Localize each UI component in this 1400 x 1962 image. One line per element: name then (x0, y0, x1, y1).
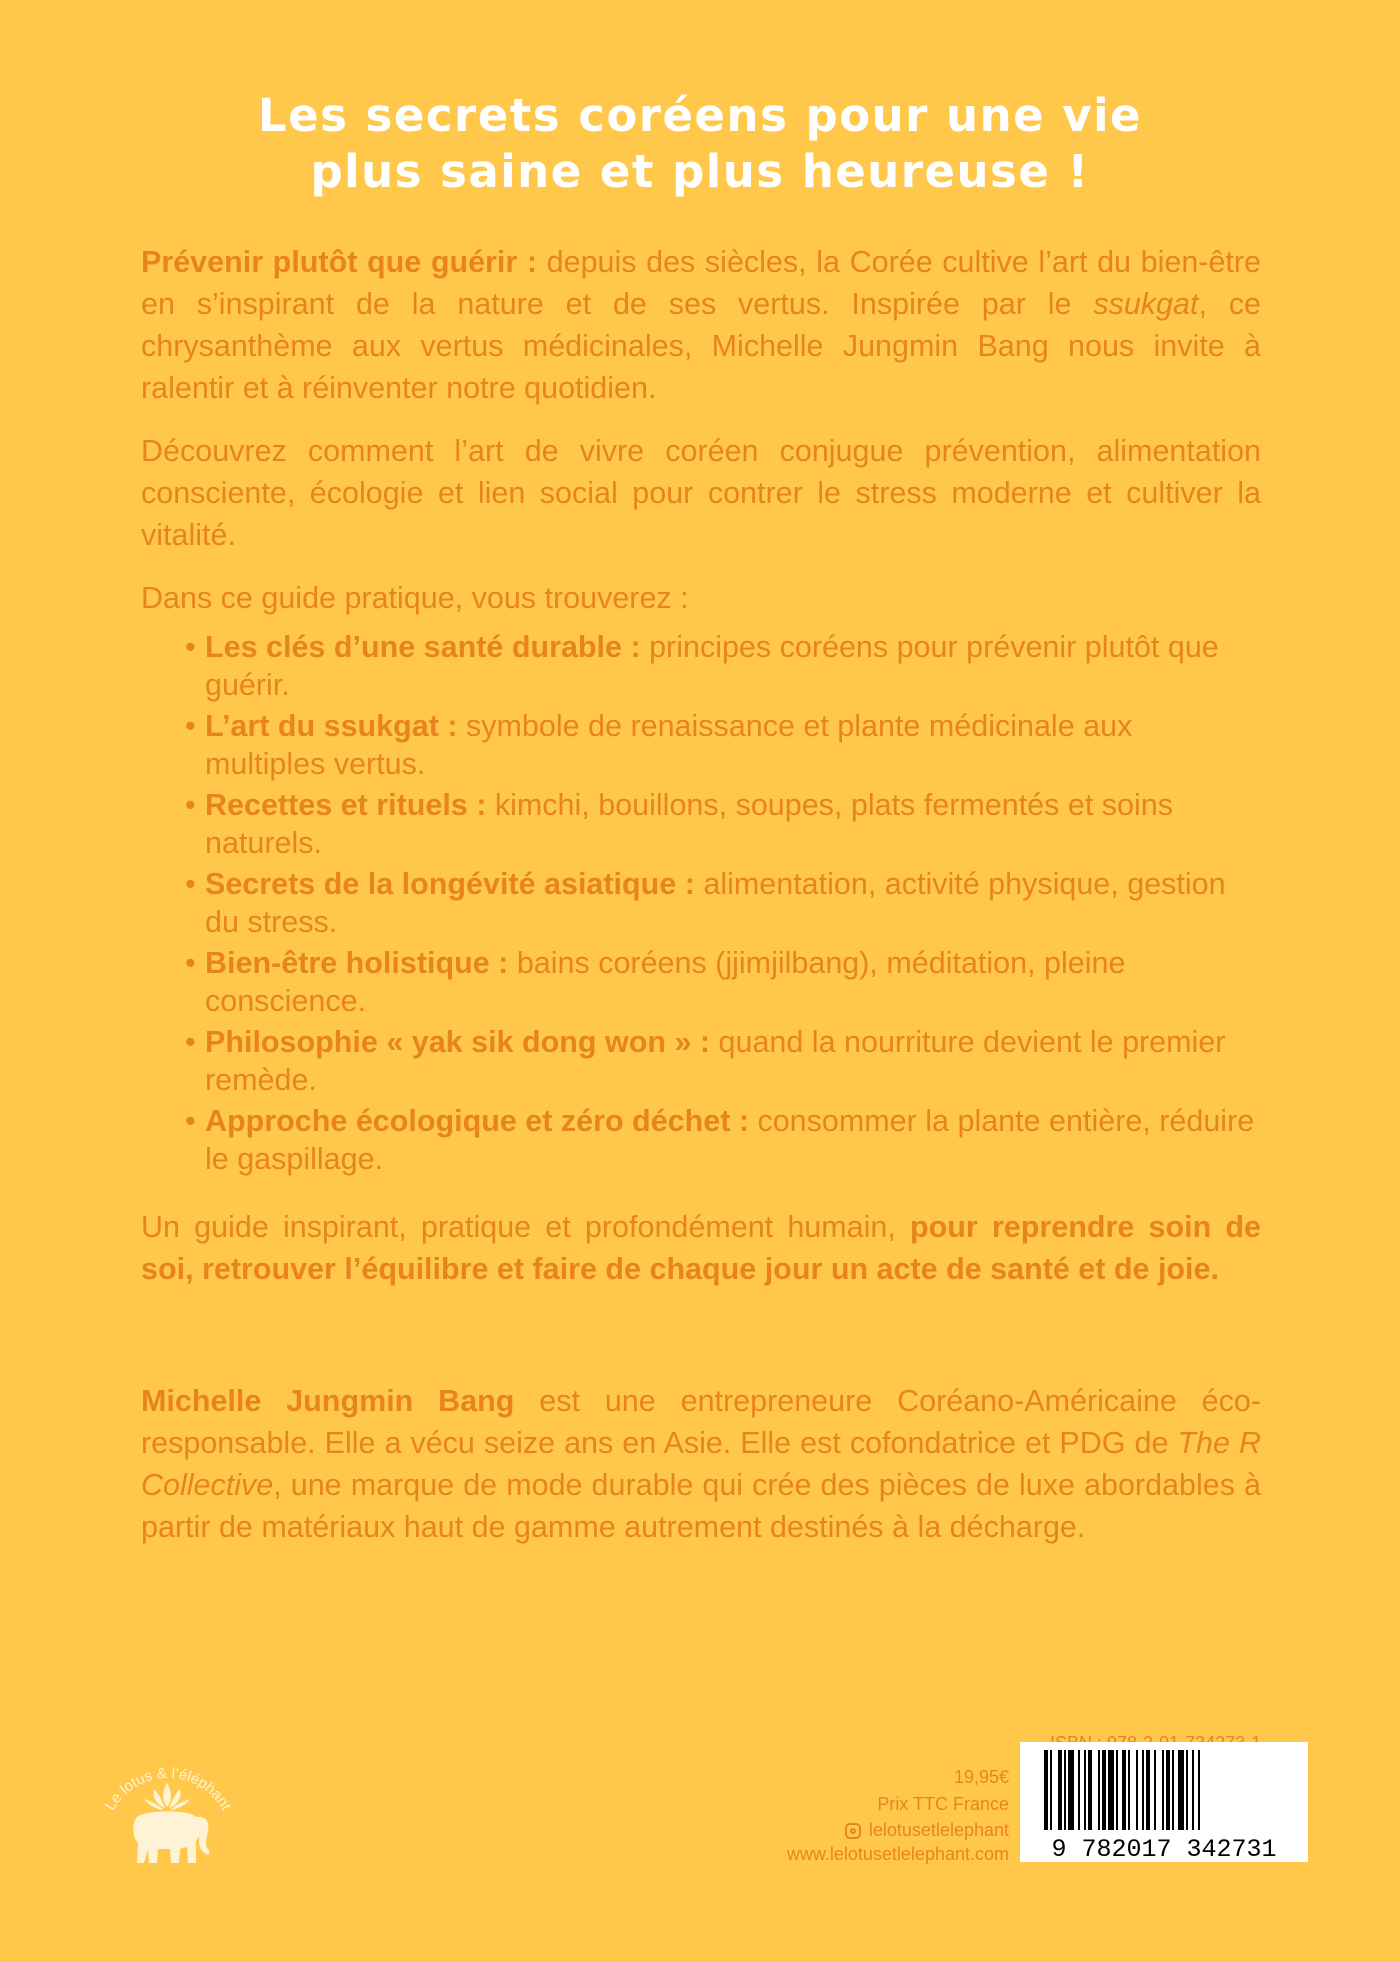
barcode-bar (1044, 1750, 1048, 1830)
barcode-bar (1178, 1750, 1184, 1830)
barcode-bar (1192, 1750, 1194, 1830)
list-item (185, 865, 1260, 941)
website-link[interactable]: www.lelotusetlelephant.com (786, 1844, 1009, 1864)
price-label: Prix TTC France (877, 1794, 1009, 1814)
list-item-text: symbole de renaissance et plante médicinale aux multiples vertus. (205, 709, 1133, 781)
list-item-bold: Philosophie « yak sik dong won » : (205, 1025, 711, 1059)
price-block (877, 1764, 1009, 1818)
title-line-1: Les secrets coréens pour une vie (257, 89, 1143, 142)
bullet-dot: • (185, 1104, 196, 1138)
barcode-graphic (1020, 1742, 1308, 1862)
author-bio (141, 1380, 1261, 1548)
title-line-2: plus saine et plus heureuse ! (310, 145, 1090, 198)
barcode-bar (1116, 1750, 1118, 1830)
barcode-bar (1166, 1750, 1170, 1830)
lotus-elephant-logo-icon (92, 1745, 242, 1870)
closing-bold: pour reprendre soin de soi, retrouver l’équilibre et faire de chaque jour un acte de santé et de joie. (141, 1210, 1261, 1286)
discover-paragraph: Découvrez comment l’art de vivre coréen conjugue prévention, alimentation consciente, écologie et lien social pour contrer le stress moderne et cultiver la vitalité. (141, 434, 1261, 552)
intro-text-a: depuis des siècles, la Corée cultive l’art du bien-être en s’inspirant de la nature et de ses vertus. Inspirée par le (141, 245, 1262, 321)
barcode-bar (1084, 1750, 1086, 1830)
list-item-bold: Bien-être holistique : (205, 946, 509, 980)
barcode-bar (1154, 1750, 1156, 1830)
publisher-contacts (787, 1818, 1009, 1866)
intro-text-b: , ce chrysanthème aux vertus médicinales, Michelle Jungmin Bang nous invite à ralentir et à réinventer notre quotidien. (141, 287, 1261, 405)
guide-intro: Dans ce guide pratique, vous trouverez : (141, 581, 689, 615)
barcode-bar (1058, 1750, 1062, 1830)
barcode-digits: 9 782017 342731 (1051, 1835, 1277, 1862)
list-item-bold: Approche écologique et zéro déchet : (205, 1104, 749, 1138)
list-item-text: quand la nourriture devient le premier remède. (205, 1025, 1226, 1097)
bullet-dot: • (185, 946, 196, 980)
instagram-icon (845, 1823, 861, 1839)
list-item-text: kimchi, bouillons, soupes, plats fermentés et soins naturels. (205, 788, 1173, 860)
list-item (185, 786, 1260, 862)
author-text-b: , une marque de mode durable qui crée des pièces de luxe abordables à partir de matériaux haut de gamme autrement destinés à la décharge. (141, 1468, 1261, 1544)
barcode-bar (1108, 1750, 1114, 1830)
list-item (185, 944, 1260, 1020)
author-name: Michelle Jungmin Bang (141, 1384, 515, 1418)
closing-paragraph (141, 1206, 1261, 1290)
features-list (185, 628, 1260, 1181)
closing-text: Un guide inspirant, pratique et profondément humain, (141, 1210, 910, 1244)
list-item (185, 628, 1260, 704)
back-cover-title (0, 88, 1400, 200)
publisher-logo (92, 1745, 242, 1870)
elephant-icon (133, 1811, 210, 1863)
list-item-bold: Les clés d’une santé durable : (205, 630, 641, 664)
barcode-bar (1122, 1750, 1126, 1830)
barcode-bar (1142, 1750, 1144, 1830)
barcode-bar (1064, 1750, 1066, 1830)
barcode-bar (1162, 1750, 1164, 1830)
barcode-bar (1128, 1750, 1130, 1830)
lotus-icon (144, 1783, 190, 1810)
barcode-bar (1088, 1750, 1092, 1830)
list-item-text: bains coréens (jjimjilbang), méditation, pleine conscience. (205, 946, 1126, 1018)
author-text-a: est une entrepreneure Coréano-Américaine éco-responsable. Elle a vécu seize ans en Asie. Elle est cofondatrice et PDG de (141, 1384, 1261, 1460)
list-item-bold: Secrets de la longévité asiatique : (205, 867, 695, 901)
list-item-text: consommer la plante entière, réduire le gaspillage. (205, 1104, 1255, 1176)
barcode-bar (1102, 1750, 1106, 1830)
list-item (185, 1102, 1260, 1178)
barcode-bar (1146, 1750, 1150, 1830)
intro-paragraph (141, 241, 1261, 409)
barcode-bar (1098, 1750, 1100, 1830)
barcode (1020, 1742, 1308, 1862)
instagram-handle-text: lelotusetlelephant (868, 1820, 1009, 1840)
barcode-bar (1068, 1750, 1074, 1830)
barcode-bar (1172, 1750, 1174, 1830)
bullet-dot: • (185, 1025, 196, 1059)
logo-text: Le lotus & l’éléphant (101, 1764, 235, 1814)
bullet-dot: • (185, 709, 196, 743)
list-item (185, 707, 1260, 783)
list-item-text: principes coréens pour prévenir plutôt que guérir. (205, 630, 1219, 702)
list-item-bold: Recettes et rituels : (205, 788, 487, 822)
bullet-dot: • (185, 788, 196, 822)
author-italic-brand: The R Collective (141, 1426, 1261, 1502)
barcode-bar (1136, 1750, 1138, 1830)
intro-italic-ssukgat: ssukgat (1093, 287, 1199, 321)
barcode-bar (1050, 1750, 1052, 1830)
list-item-text: alimentation, activité physique, gestion du stress. (205, 867, 1226, 939)
bullet-dot: • (185, 630, 196, 664)
barcode-bar (1186, 1750, 1188, 1830)
list-item (185, 1023, 1260, 1099)
barcode-bar (1078, 1750, 1080, 1830)
price-value: 19,95€ (953, 1767, 1009, 1787)
list-item-bold: L’art du ssukgat : (205, 709, 458, 743)
barcode-bar (1198, 1750, 1200, 1830)
instagram-handle[interactable] (787, 1818, 1009, 1842)
bullet-dot: • (185, 867, 196, 901)
intro-bold-lead: Prévenir plutôt que guérir : (141, 245, 538, 279)
